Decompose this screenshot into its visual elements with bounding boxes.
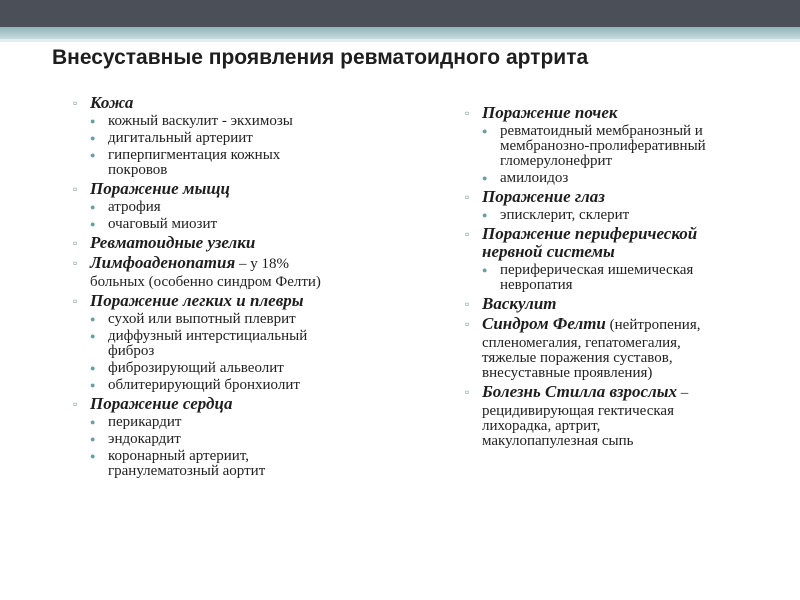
right-column: [464, 102, 784, 449]
bullet-icon: ●: [90, 451, 96, 461]
bullet-icon: ●: [90, 417, 96, 427]
bullet-icon: ●: [90, 116, 96, 126]
section-vasculitis: ▫ Васкулит: [465, 294, 557, 313]
section-marker-icon: ▫: [73, 236, 78, 250]
section-marker-icon: ▫: [73, 96, 78, 110]
section-marker-icon: ▫: [465, 317, 470, 331]
header-stripe-light: [0, 39, 800, 42]
section-nodules: ▫ Ревматоидные узелки: [73, 233, 256, 252]
bullet-icon: ●: [90, 202, 96, 212]
section-marker-icon: ▫: [73, 397, 78, 411]
section-lymphadenopathy: ▫ Лимфоаденопатия – у 18%: [73, 253, 289, 272]
list-item: ● периферическая ишемическая невропатия: [482, 262, 694, 293]
section-marker-icon: ▫: [73, 294, 78, 308]
list-item: ● облитерирующий бронхиолит: [90, 377, 300, 393]
list-item: ● ревматоидный мембранозный и мембранозно-пролиферативный гломерулонефрит: [482, 123, 706, 169]
header-bar: [0, 0, 800, 27]
list-item: ● амилоидоз: [482, 170, 569, 186]
bullet-icon: ●: [90, 434, 96, 444]
list-item: ● атрофия: [90, 199, 161, 215]
left-column: [72, 92, 402, 479]
list-item: ● дигитальный артериит: [90, 130, 253, 146]
bullet-icon: ●: [90, 314, 96, 324]
still-description: рецидивирующая гектическая лихорадка, артрит, макулопапулезная сыпь: [482, 403, 674, 449]
list-item: ● очаговый миозит: [90, 216, 218, 232]
section-kidneys: ▫ Поражение почек: [465, 103, 618, 122]
bullet-icon: ●: [90, 331, 96, 341]
list-item: ● кожный васкулит - экхимозы: [90, 113, 293, 129]
bullet-icon: ●: [90, 150, 96, 160]
bullet-icon: ●: [482, 126, 488, 136]
bullet-icon: ●: [90, 363, 96, 373]
list-item: ● перикардит: [90, 414, 182, 430]
bullet-icon: ●: [90, 380, 96, 390]
section-skin: ▫ Кожа: [73, 93, 134, 112]
section-marker-icon: ▫: [465, 227, 470, 241]
bullet-icon: ●: [90, 133, 96, 143]
slide-title: Внесуставные проявления ревматоидного артрита: [52, 46, 589, 69]
section-marker-icon: ▫: [465, 297, 470, 311]
section-lungs: ▫ Поражение легких и плевры: [73, 291, 304, 310]
section-heart: ▫ Поражение сердца: [73, 394, 233, 413]
section-still: ▫ Болезнь Стилла взрослых –: [465, 382, 689, 401]
section-marker-icon: ▫: [465, 190, 470, 204]
bullet-icon: ●: [482, 265, 488, 275]
list-item: ● гиперпигментация кожных покровов: [90, 147, 281, 178]
section-marker-icon: ▫: [73, 182, 78, 196]
section-muscles: ▫ Поражение мыщц: [73, 179, 230, 198]
bullet-icon: ●: [90, 219, 96, 229]
section-nerves: ▫ Поражение периферической нервной системы: [465, 224, 698, 261]
section-marker-icon: ▫: [73, 256, 78, 270]
felty-description: спленомегалия, гепатомегалия, тяжелые поражения суставов, внесуставные проявления): [482, 335, 681, 381]
bullet-icon: ●: [482, 210, 488, 220]
section-marker-icon: ▫: [465, 385, 470, 399]
section-marker-icon: ▫: [465, 106, 470, 120]
list-item: ● эписклерит, склерит: [482, 207, 630, 223]
header-stripe: [0, 27, 800, 39]
lymphadenopathy-note: больных (особенно синдром Фелти): [90, 274, 321, 290]
list-item: ● диффузный интерстициальный фиброз: [90, 328, 308, 359]
section-felty: ▫ Синдром Фелти (нейтропения,: [465, 314, 701, 333]
list-item: ● эндокардит: [90, 431, 181, 447]
list-item: ● коронарный артериит, гранулематозный аортит: [90, 448, 266, 479]
section-eyes: ▫ Поражение глаз: [465, 187, 605, 206]
list-item: ● сухой или выпотный плеврит: [90, 311, 296, 327]
list-item: ● фиброзирующий альвеолит: [90, 360, 284, 376]
bullet-icon: ●: [482, 173, 488, 183]
